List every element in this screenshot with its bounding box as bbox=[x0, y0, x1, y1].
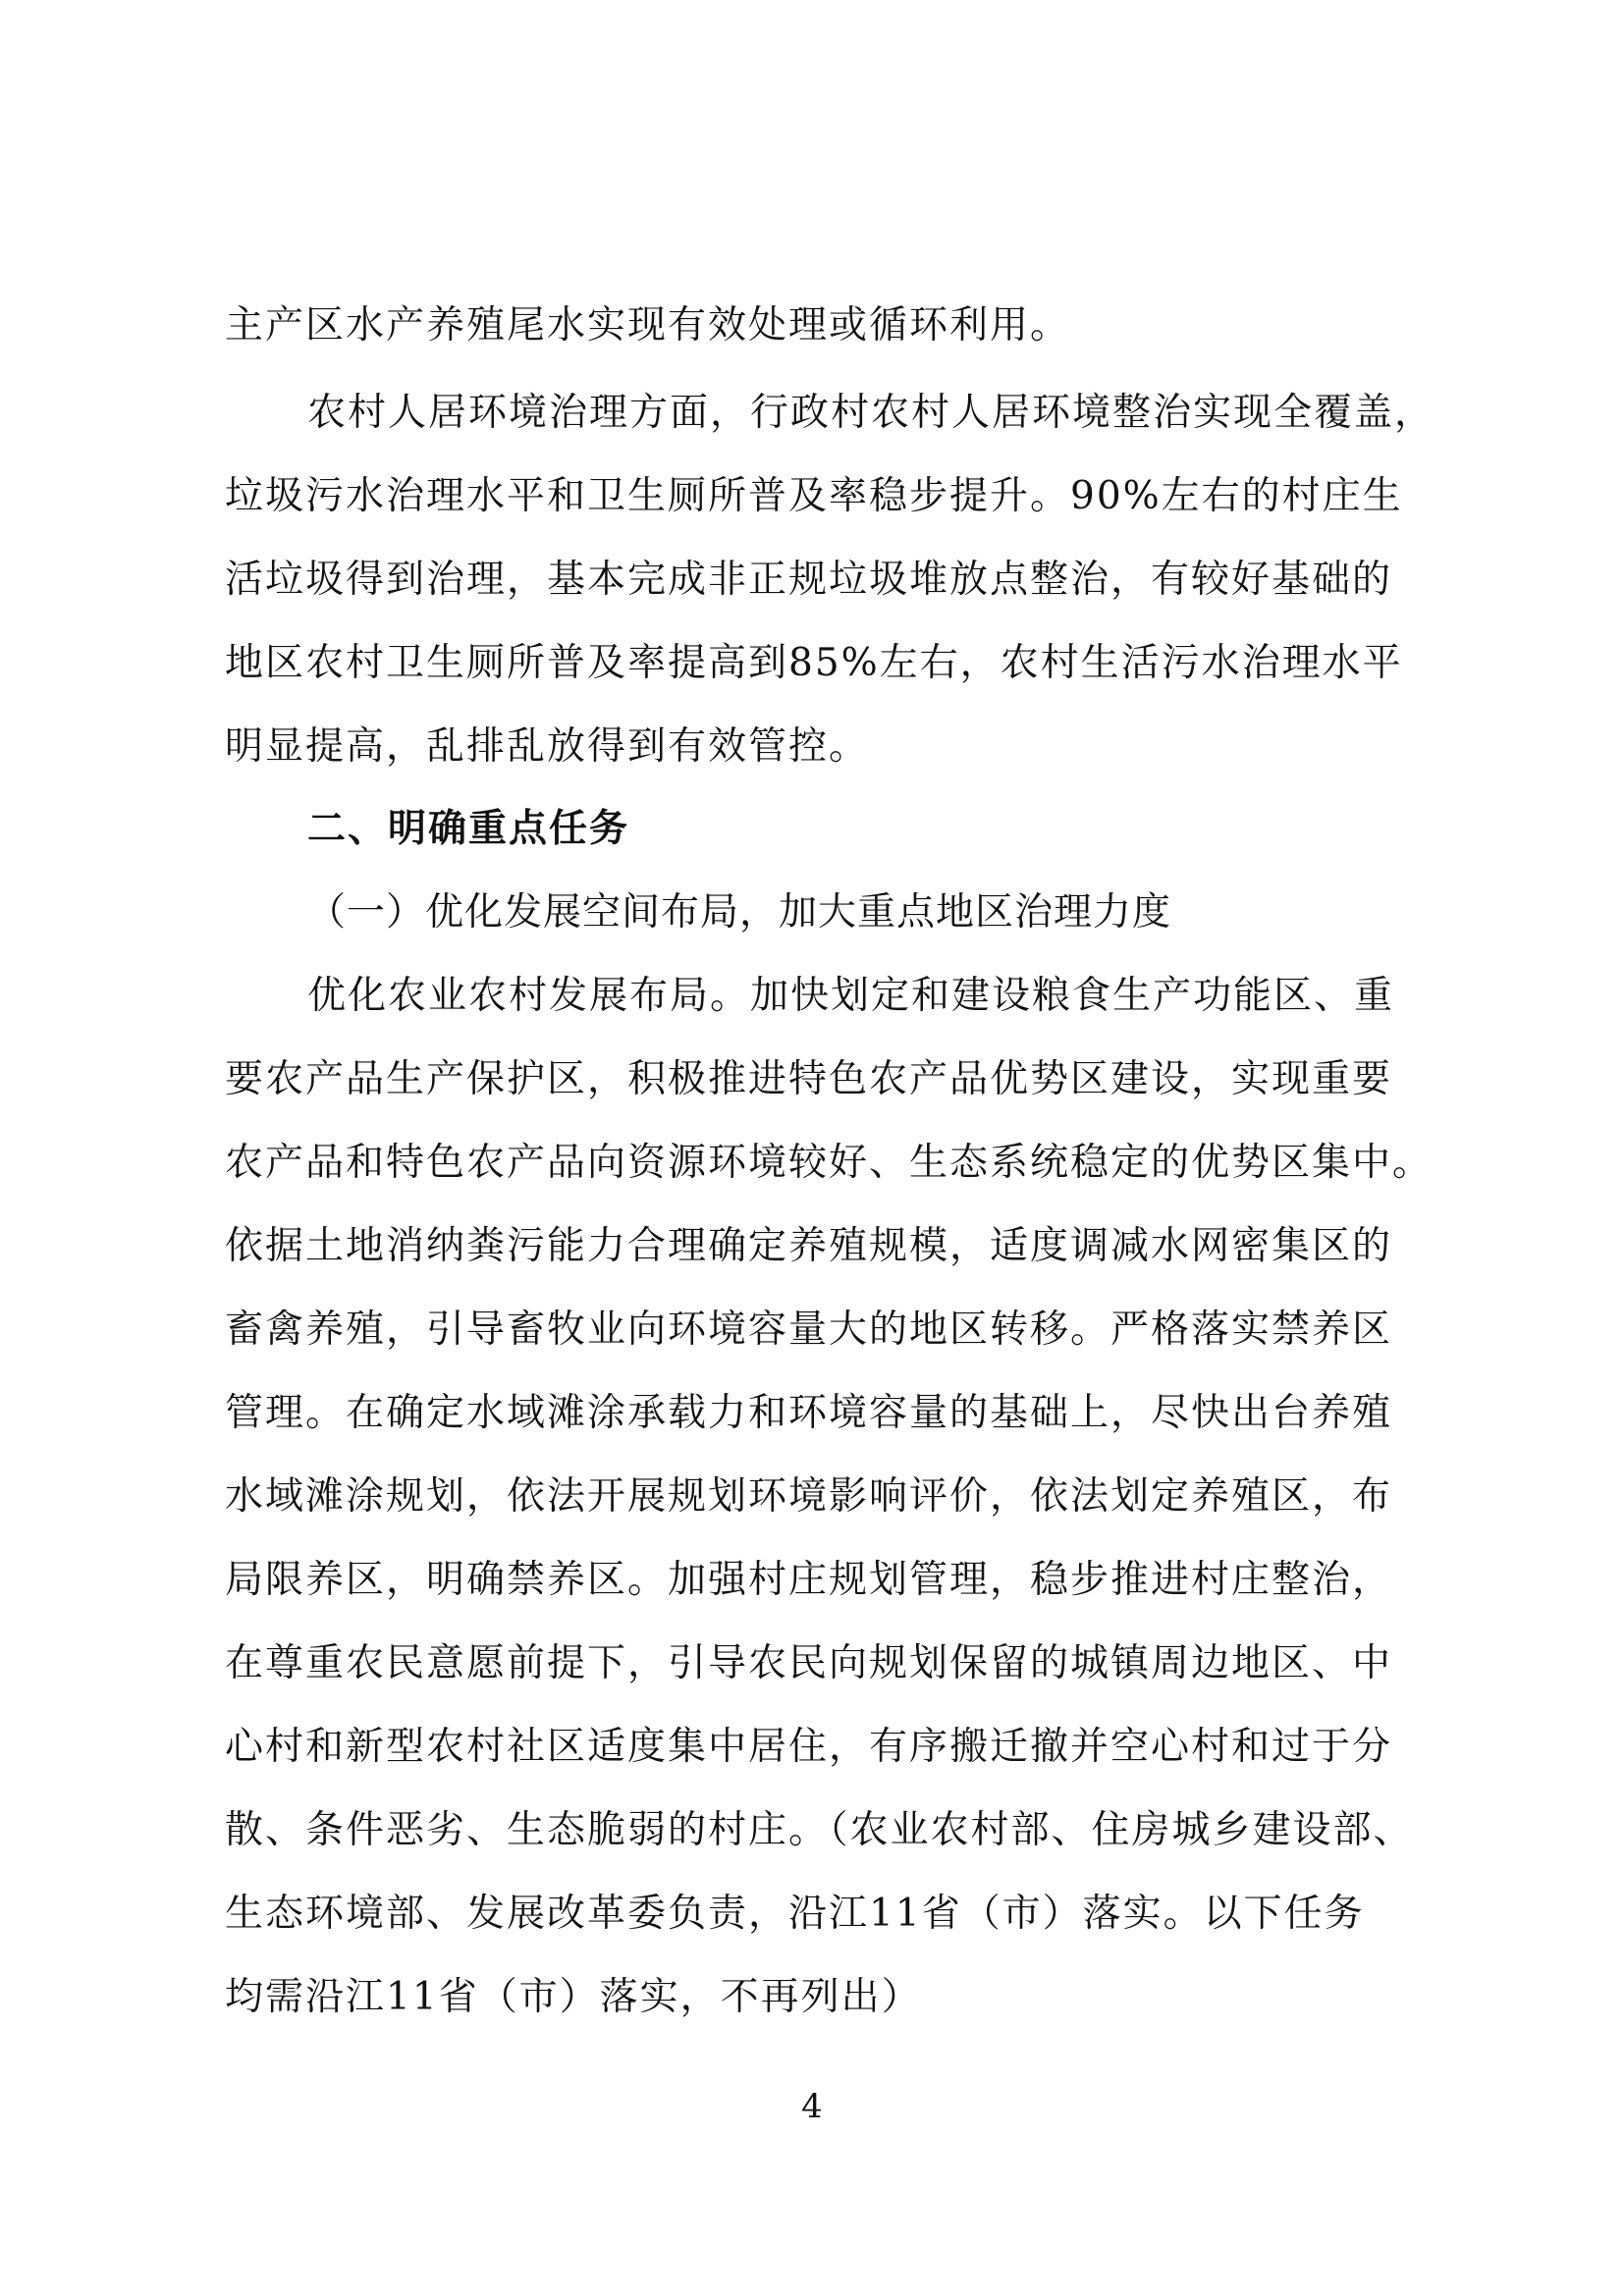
paragraph-line bbox=[225, 1974, 922, 2021]
paragraph-line bbox=[225, 1640, 1392, 1687]
paragraph-line bbox=[225, 1140, 1433, 1187]
paragraph-line bbox=[225, 723, 869, 771]
paragraph-text: 活垃圾得到治理，基本完成非正规垃圾堆放点整治，有较好基础的 bbox=[225, 558, 1393, 602]
paragraph-line bbox=[225, 1724, 1392, 1771]
paragraph-text: 水域滩涂规划，依法开展规划环境影响评价，依法划定养殖区，布 bbox=[225, 1474, 1393, 1519]
paragraph-text: 局限养区，明确禁养区。加强村庄规划管理，稳步推进村庄整治， bbox=[225, 1558, 1393, 1602]
paragraph-text: 行政村农村人居环境整治实现全覆盖， bbox=[750, 391, 1435, 435]
subsection-heading-text: （一）优化发展空间布局，加大重点地区治理力度 bbox=[307, 890, 1172, 934]
section-heading-text: 二、明确重点任务 bbox=[307, 807, 630, 851]
paragraph-line bbox=[225, 557, 1392, 604]
paragraph-text: 明显提高，乱排乱放得到有效管控。 bbox=[225, 724, 870, 769]
paragraph-text: 畜禽养殖，引导畜牧业向环境容量大的地区转移。严格落实禁养区 bbox=[225, 1308, 1393, 1352]
paragraph-text: 地区农村卫生厕所普及率提高到85%左右，农村生活污水治理水平 bbox=[225, 641, 1403, 685]
section-heading bbox=[307, 806, 629, 853]
subsection-heading bbox=[307, 889, 1171, 936]
paragraph-text: 主产区水产养殖尾水实现有效处理或循环利用。 bbox=[225, 303, 1071, 347]
paragraph-line bbox=[225, 1807, 1414, 1854]
paragraph-line bbox=[225, 1307, 1392, 1354]
paragraph-text: 散、条件恶劣、生态脆弱的村庄。（农业农村部、住房城乡建设部、 bbox=[225, 1808, 1414, 1852]
paragraph-line bbox=[225, 1473, 1392, 1521]
paragraph-text: 要农产品生产保护区，积极推进特色农产品优势区建设，实现重要 bbox=[225, 1057, 1393, 1101]
paragraph-text: 依据土地消纳粪污能力合理确定养殖规模，适度调减水网密集区的 bbox=[225, 1224, 1393, 1268]
paragraph-lead: 优化农业农村发展布局。 bbox=[307, 974, 751, 1018]
paragraph-lead: 农村人居环境治理方面， bbox=[307, 391, 751, 435]
paragraph-text: 农产品和特色农产品向资源环境较好、生态系统稳定的优势区集中。 bbox=[225, 1141, 1434, 1185]
paragraph-text: 加快划定和建设粮食生产功能区、重 bbox=[750, 974, 1395, 1018]
paragraph-line bbox=[225, 1557, 1392, 1604]
page-number: 4 bbox=[801, 2087, 823, 2126]
paragraph-line bbox=[225, 640, 1403, 687]
paragraph-text: 心村和新型农村社区适度集中居住，有序搬迁撤并空心村和过于分 bbox=[225, 1725, 1393, 1769]
paragraph-text: 在尊重农民意愿前提下，引导农民向规划保留的城镇周边地区、中 bbox=[225, 1641, 1393, 1685]
paragraph-line bbox=[225, 1390, 1392, 1437]
paragraph-line bbox=[225, 302, 1070, 349]
paragraph-line bbox=[225, 1056, 1392, 1103]
paragraph-text: 管理。在确定水域滩涂承载力和环境容量的基础上，尽快出台养殖 bbox=[225, 1391, 1393, 1435]
paragraph-line bbox=[307, 390, 1435, 437]
paragraph-text: 均需沿江11省（市）落实，不再列出） bbox=[225, 1975, 922, 2019]
paragraph-line bbox=[307, 973, 1394, 1020]
paragraph-text: 生态环境部、发展改革委负责，沿江11省（市）落实。以下任务 bbox=[225, 1892, 1365, 1936]
paragraph-text: 垃圾污水治理水平和卫生厕所普及率稳步提升。90%左右的村庄生 bbox=[225, 474, 1403, 518]
paragraph-line bbox=[225, 473, 1403, 520]
paragraph-line bbox=[225, 1223, 1392, 1270]
paragraph-line bbox=[225, 1891, 1365, 1938]
